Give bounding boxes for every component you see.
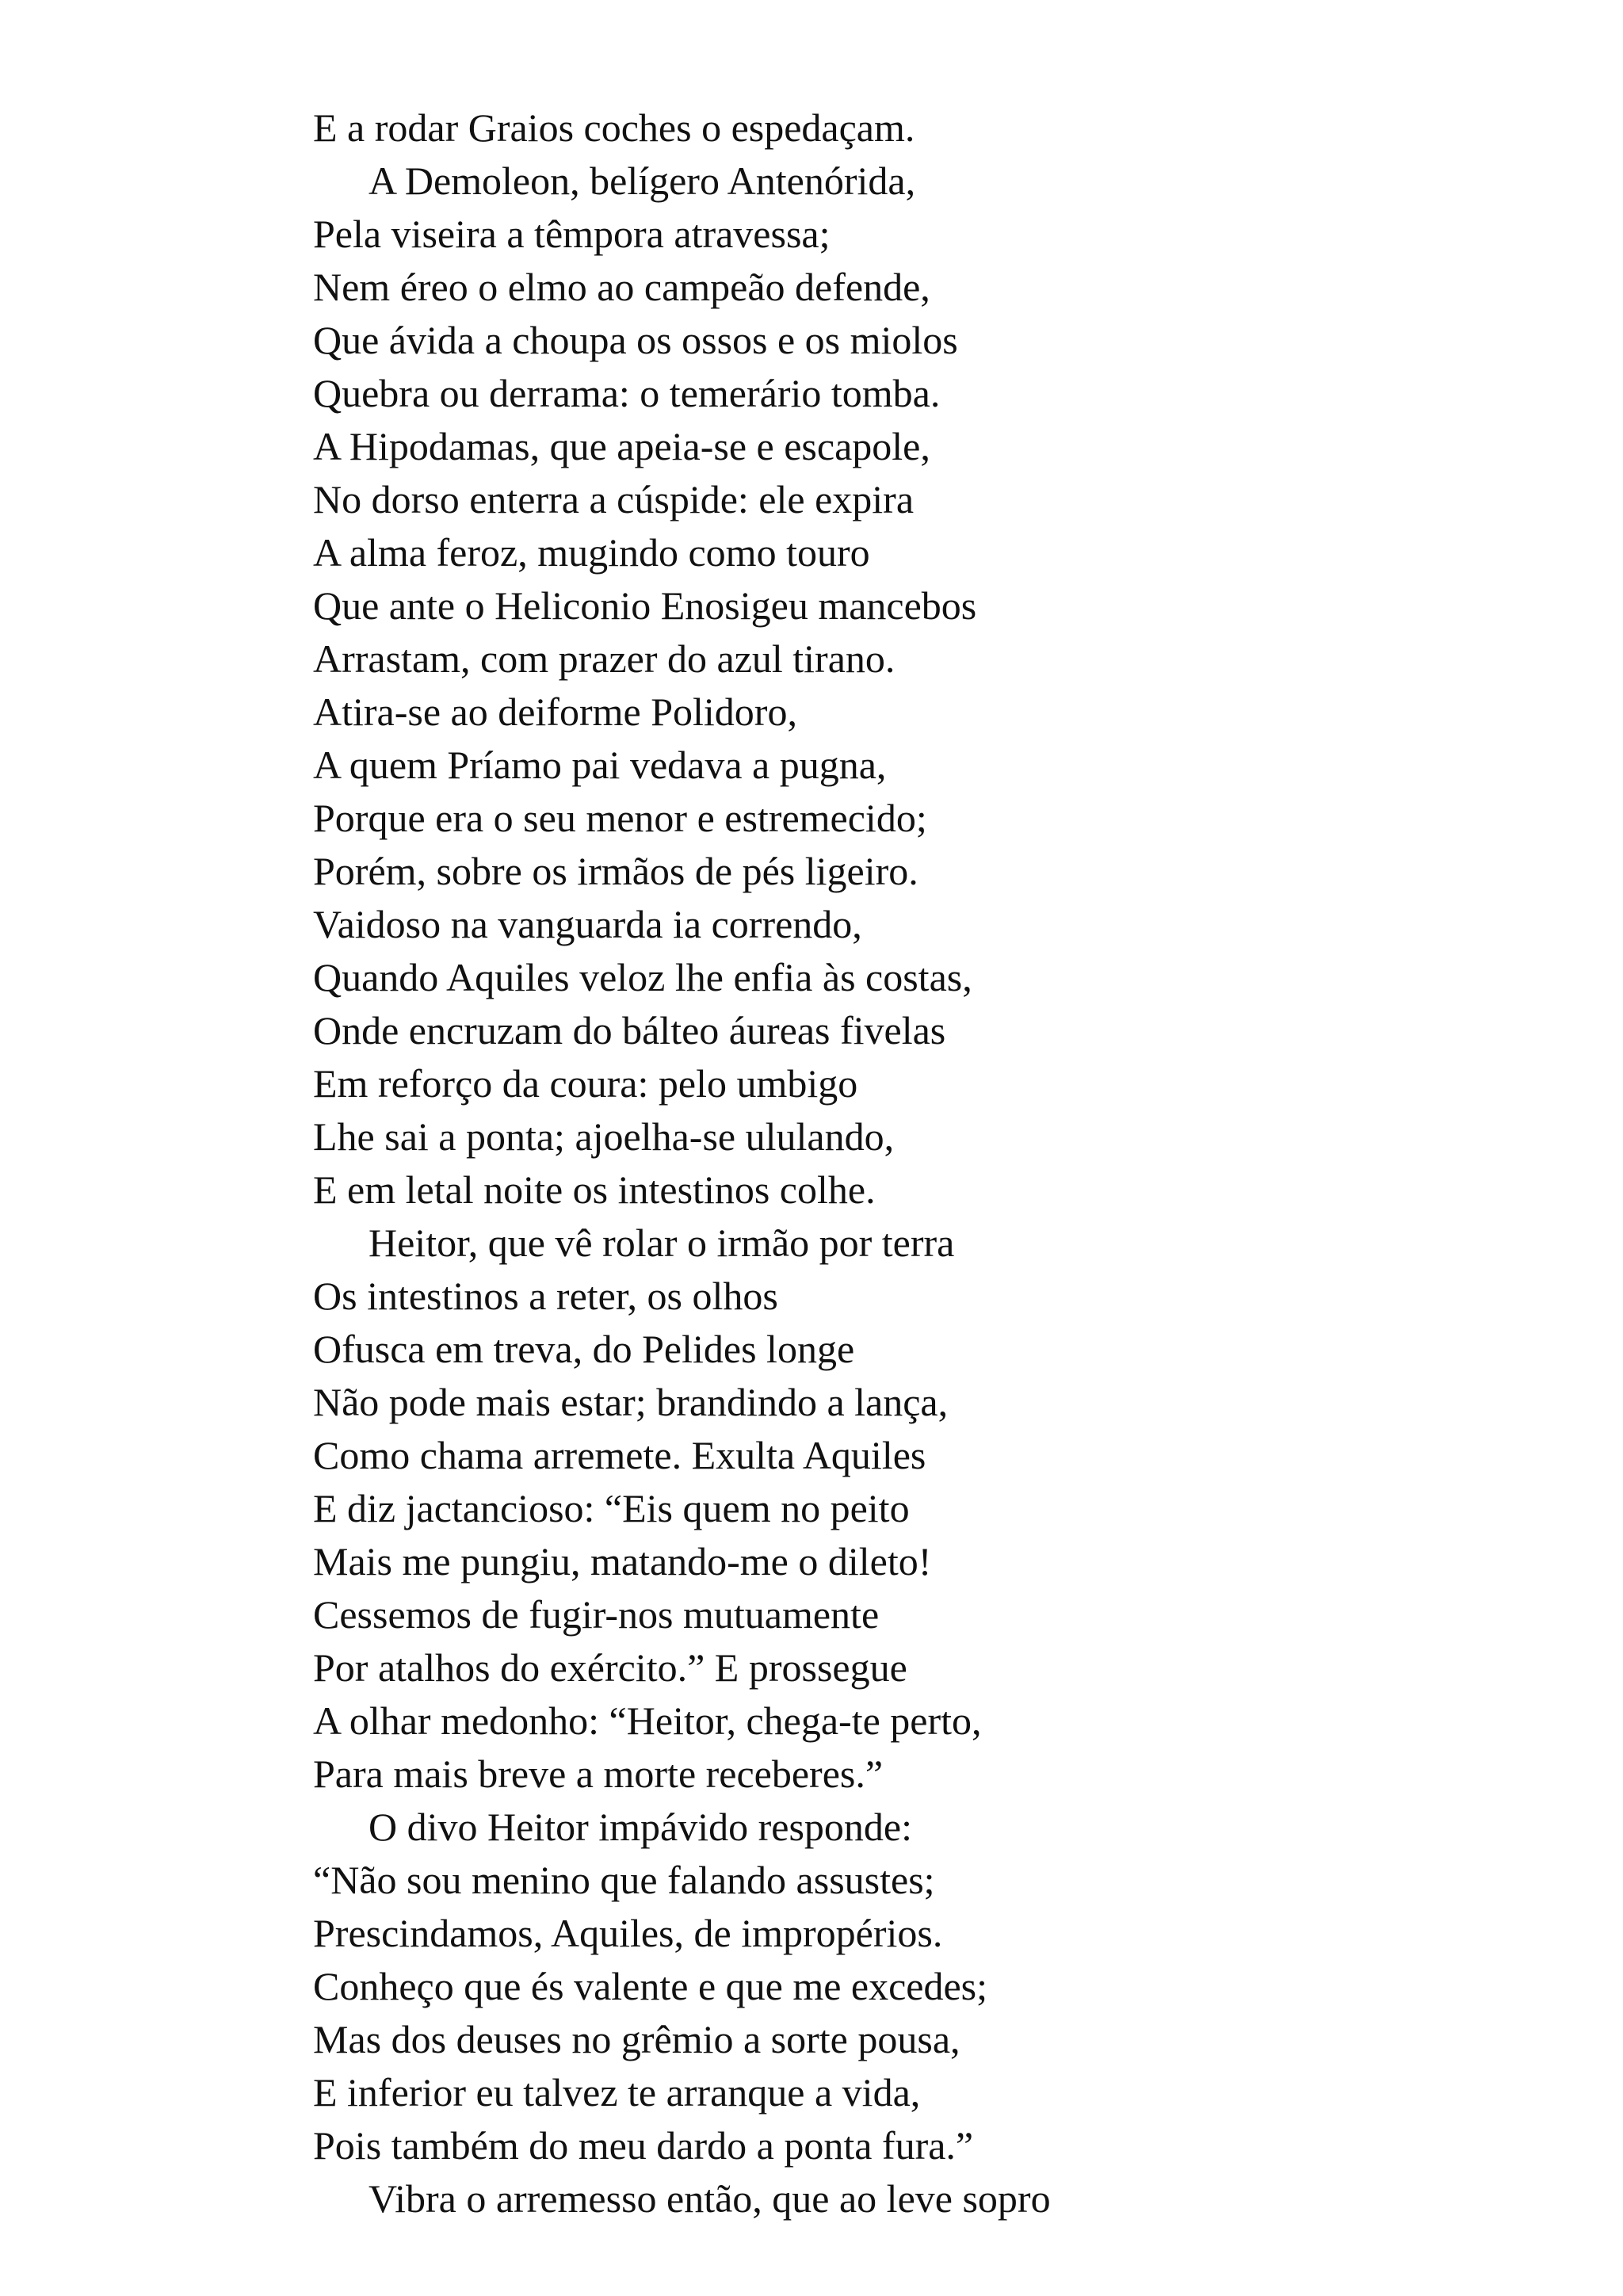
poem-text bbox=[313, 101, 1502, 2225]
verse-line: A olhar medonho: “Heitor, chega-te perto, bbox=[313, 1698, 982, 1743]
verse-line: O divo Heitor impávido responde: bbox=[369, 1805, 912, 1849]
verse-line: Arrastam, com prazer do azul tirano. bbox=[313, 636, 896, 681]
verse-line: Pois também do meu dardo a ponta fura.” bbox=[313, 2123, 974, 2168]
verse-line: E a rodar Graios coches o espedaçam. bbox=[313, 105, 915, 150]
verse-line: Mais me pungiu, matando-me o dileto! bbox=[313, 1539, 932, 1584]
verse-line: Porém, sobre os irmãos de pés ligeiro. bbox=[313, 849, 918, 893]
verse-line: Lhe sai a ponta; ajoelha-se ululando, bbox=[313, 1114, 895, 1159]
verse-line: E em letal noite os intestinos colhe. bbox=[313, 1167, 876, 1212]
verse-line: A quem Príamo pai vedava a pugna, bbox=[313, 743, 887, 787]
verse-line: Pela viseira a têmpora atravessa; bbox=[313, 212, 831, 256]
verse-line: “Não sou menino que falando assustes; bbox=[313, 1858, 935, 1902]
verse-line: E inferior eu talvez te arranque a vida, bbox=[313, 2070, 921, 2115]
verse-line: Porque era o seu menor e estremecido; bbox=[313, 796, 927, 840]
verse-line: No dorso enterra a cúspide: ele expira bbox=[313, 477, 915, 521]
verse-line: Conheço que és valente e que me excedes; bbox=[313, 1964, 988, 2008]
verse-line: A alma feroz, mugindo como touro bbox=[313, 530, 870, 575]
verse-line: Vaidoso na vanguarda ia correndo, bbox=[313, 902, 862, 946]
verse-line: Como chama arremete. Exulta Aquiles bbox=[313, 1433, 926, 1477]
verse-line: E diz jactancioso: “Eis quem no peito bbox=[313, 1486, 910, 1530]
verse-line: Quebra ou derrama: o temerário tomba. bbox=[313, 371, 941, 415]
verse-line: Atira-se ao deiforme Polidoro, bbox=[313, 690, 797, 734]
verse-line: Quando Aquiles veloz lhe enfia às costas, bbox=[313, 955, 972, 999]
verse-line: Por atalhos do exército.” E prossegue bbox=[313, 1645, 907, 1690]
verse-line: Mas dos deuses no grêmio a sorte pousa, bbox=[313, 2017, 960, 2061]
verse-line: Em reforço da coura: pelo umbigo bbox=[313, 1061, 858, 1106]
verse-line: Que ávida a choupa os ossos e os miolos bbox=[313, 318, 958, 362]
verse-line: Heitor, que vê rolar o irmão por terra bbox=[369, 1221, 955, 1265]
verse-line: A Hipodamas, que apeia-se e escapole, bbox=[313, 424, 930, 468]
verse-line: Não pode mais estar; brandindo a lança, bbox=[313, 1380, 949, 1424]
verse-line: Ofusca em treva, do Pelides longe bbox=[313, 1327, 855, 1371]
verse-line: Nem éreo o elmo ao campeão defende, bbox=[313, 265, 930, 309]
verse-line: Os intestinos a reter, os olhos bbox=[313, 1274, 778, 1318]
verse-line: Vibra o arremesso então, que ao leve sopro bbox=[369, 2176, 1051, 2221]
verse-line: Para mais breve a morte receberes.” bbox=[313, 1752, 884, 1796]
verse-line: Prescindamos, Aquiles, de impropérios. bbox=[313, 1911, 943, 1955]
verse-line: A Demoleon, belígero Antenórida, bbox=[369, 159, 916, 203]
verse-line: Que ante o Heliconio Enosigeu mancebos bbox=[313, 583, 977, 628]
verse-line: Cessemos de fugir-nos mutuamente bbox=[313, 1592, 880, 1637]
verse-line: Onde encruzam do bálteo áureas fivelas bbox=[313, 1008, 946, 1052]
